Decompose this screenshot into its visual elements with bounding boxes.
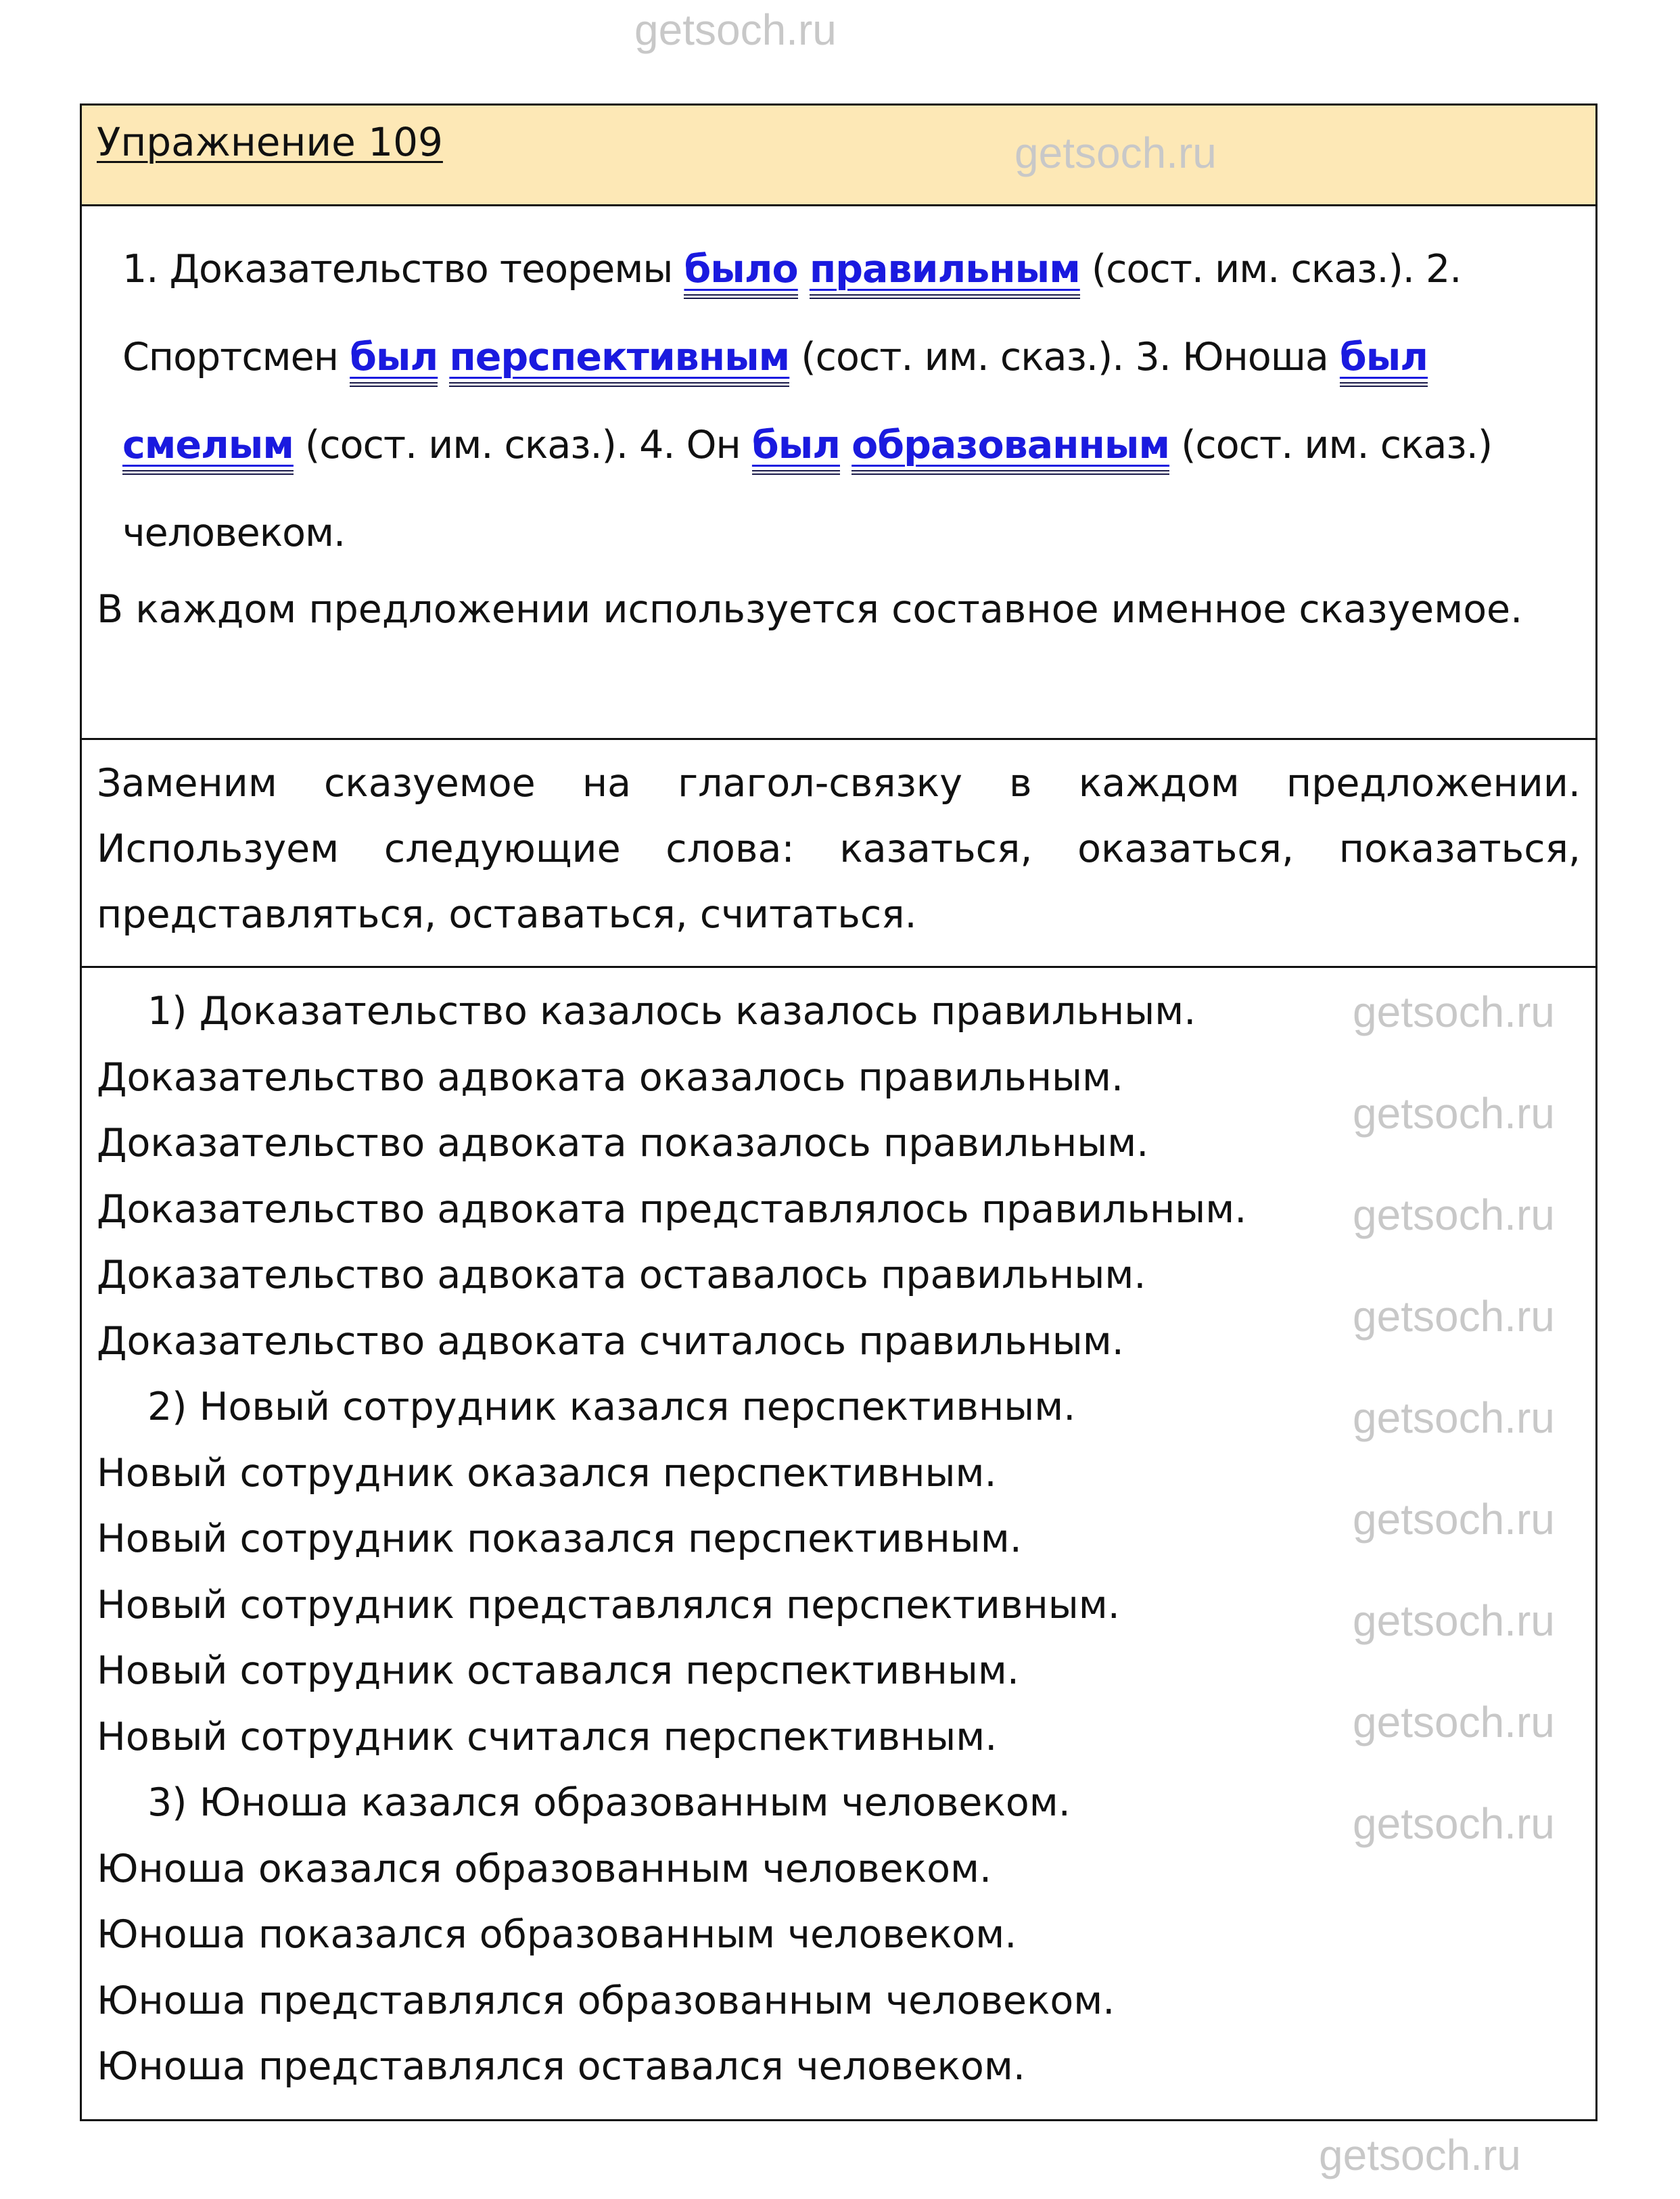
watermark: getsoch.ru xyxy=(1353,1089,1555,1138)
text: (сост. им. сказ.). 3. Юноша xyxy=(789,335,1340,379)
predicate-noun: образованным xyxy=(851,423,1169,475)
text: (сост. им. сказ.) человеком. xyxy=(122,423,1493,555)
predicate-link: был xyxy=(350,335,438,387)
watermark: getsoch.ru xyxy=(634,5,837,54)
watermark: getsoch.ru xyxy=(1353,1698,1555,1746)
instruction-text: Заменим сказуемое на глагол-связку в каждом предложении. Используем следующие слова: казаться, оказаться, показаться, представляться, оставаться, считаться. xyxy=(97,761,1581,937)
answer-line: Юноша оказался образованным человеком. xyxy=(97,1846,992,1891)
watermark: getsoch.ru xyxy=(1319,2131,1521,2179)
answer-line: Доказательство адвоката считалось правильным. xyxy=(97,1318,1124,1364)
answer-line: Доказательство адвоката оказалось правильным. xyxy=(97,1055,1124,1100)
watermark: getsoch.ru xyxy=(1353,1292,1555,1341)
conclusion-text: В каждом предложении используется составное именное сказуемое. xyxy=(97,587,1523,632)
analysis-cell xyxy=(82,206,1595,740)
answer-line: 1) Доказательство казалось казалось правильным. xyxy=(147,989,1196,1034)
answer-line: Новый сотрудник показался перспективным. xyxy=(97,1517,1022,1561)
answer-line: Доказательство адвоката оставалось правильным. xyxy=(97,1253,1146,1297)
answer-line: Доказательство адвоката показалось правильным. xyxy=(97,1121,1149,1165)
predicate-noun: правильным xyxy=(810,247,1080,299)
answer-line: Новый сотрудник считался перспективным. xyxy=(97,1714,998,1759)
instruction-cell xyxy=(82,740,1595,968)
predicate-link: был xyxy=(1340,335,1428,387)
predicate-link: было xyxy=(684,247,797,299)
text: 1. Доказательство теоремы xyxy=(122,247,684,292)
exercise-table xyxy=(80,103,1597,2121)
exercise-header xyxy=(82,106,1595,206)
predicate-link: был xyxy=(752,423,840,475)
predicate-noun: перспективным xyxy=(449,335,789,387)
text: (сост. им. сказ.). 4. Он xyxy=(293,423,752,467)
answer-line: Новый сотрудник оставался перспективным. xyxy=(97,1648,1019,1693)
answer-line: Новый сотрудник оказался перспективным. xyxy=(97,1450,997,1496)
watermark: getsoch.ru xyxy=(1353,1393,1555,1442)
answers-cell xyxy=(82,968,1595,2119)
predicate-noun: смелым xyxy=(122,423,294,475)
exercise-title: Упражнение 109 xyxy=(97,119,443,165)
answer-line: Новый сотрудник представлялся перспективным. xyxy=(97,1582,1120,1627)
answer-line: Доказательство адвоката представлялось правильным. xyxy=(97,1186,1247,1232)
answer-line: 2) Новый сотрудник казался перспективным. xyxy=(147,1385,1076,1429)
answer-line: 3) Юноша казался образованным человеком. xyxy=(147,1780,1071,1825)
watermark: getsoch.ru xyxy=(1353,1190,1555,1239)
answer-line: Юноша представлялся оставался человеком. xyxy=(97,2044,1025,2089)
watermark: getsoch.ru xyxy=(1353,1596,1555,1645)
answer-line: Юноша представлялся образованным человеком. xyxy=(97,1978,1115,2023)
example-sentences xyxy=(97,225,1581,577)
answer-line: Юноша показался образованным человеком. xyxy=(97,1912,1017,1957)
text: (сост. им. сказ.). 2. Спортсмен xyxy=(122,247,1462,379)
watermark: getsoch.ru xyxy=(1353,1799,1555,1848)
watermark: getsoch.ru xyxy=(1353,988,1555,1036)
watermark: getsoch.ru xyxy=(1014,129,1217,177)
watermark: getsoch.ru xyxy=(1353,1495,1555,1544)
